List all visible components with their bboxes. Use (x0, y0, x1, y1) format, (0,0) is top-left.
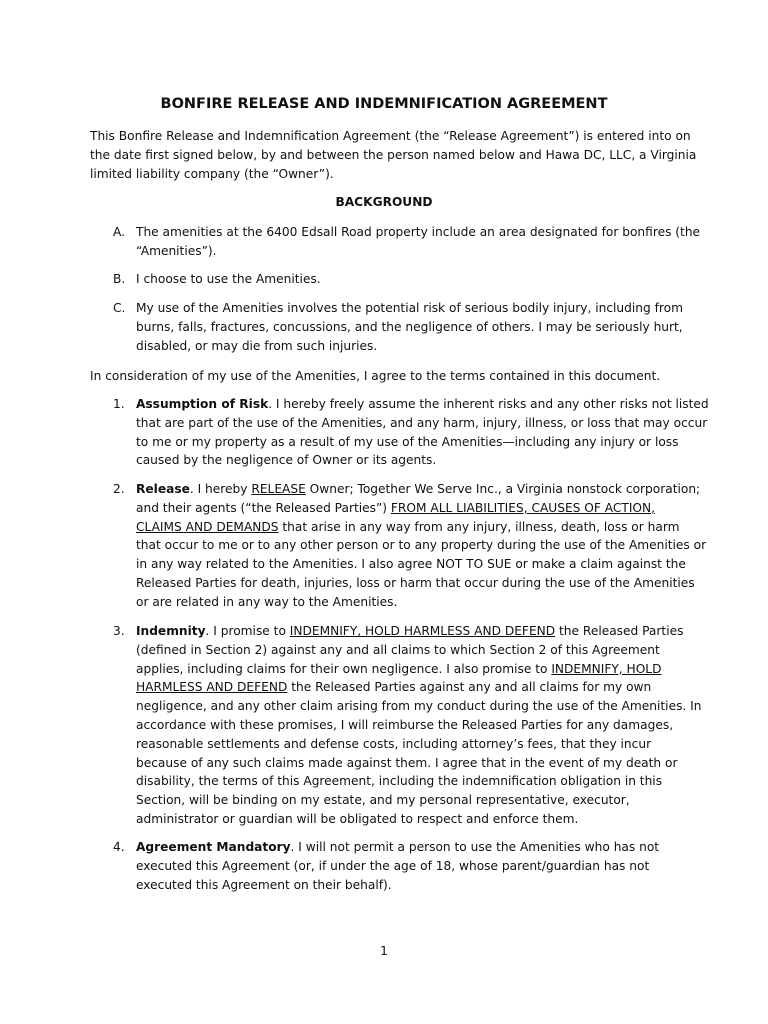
term-heading: Agreement Mandatory (136, 840, 291, 854)
intro-paragraph (90, 127, 696, 183)
list-marker: 4. (113, 840, 125, 854)
term-text: Assumption of Risk. I hereby freely assume the inherent risks and any other risks not listed that are part of the use of the Amenities, and any harm, injury, illness, or loss that may occur to me or my property as a result of my use of the Amenities—including any injury or loss caused by the negligence of Owner or its agents. (136, 397, 709, 468)
background-item-text: The amenities at the 6400 Edsall Road property include an area designated for bonfires (the “Amenities”). (136, 225, 701, 258)
list-marker: C. (113, 301, 126, 315)
intro-line: limited liability company (the “Owner”). (90, 166, 334, 181)
background-item-text: I choose to use the Amenities. (136, 272, 321, 286)
list-marker: 3. (113, 624, 125, 638)
list-marker: 2. (113, 482, 125, 496)
term-heading: Release (136, 482, 190, 496)
consideration-paragraph: In consideration of my use of the Amenities, I agree to the terms contained in this document. (90, 369, 661, 383)
list-marker: 1. (113, 397, 125, 411)
background-item-text: My use of the Amenities involves the potential risk of serious bodily injury, including from burns, falls, fractures, concussions, and the negligence of others. I may be seriously hurt, disabled, or may die from such injuries. (136, 301, 683, 353)
term-text: Release. I hereby RELEASE Owner; Together We Serve Inc., a Virginia nonstock corporation; and their agents (“the Released Parties”) FROM ALL LIABILITIES, CAUSES OF ACTION, CLAIMS AND DEMANDS that arise in any way from any injury, illness, death, loss or harm that occur to me or to any other person or to any property during the use of the Amenities or in any way related to the Amenities. I also agree NOT TO SUE or make a claim against the Released Parties for death, injuries, loss or harm that occur during the use of the Amenities or are related in any way to the Amenities. (136, 482, 707, 609)
term-heading: Assumption of Risk (136, 397, 269, 411)
list-marker: B. (113, 272, 126, 286)
intro-line: This Bonfire Release and Indemnification Agreement (the “Release Agreement”) is entered into on (90, 129, 691, 143)
term-text: Indemnity. I promise to INDEMNIFY, HOLD HARMLESS AND DEFEND the Released Parties (defined in Section 2) against any and all claims to which Section 2 of this Agreement applies, including claims for their own negligence. I also promise to INDEMNIFY, HOLD HARMLESS AND DEFEND the Released Parties against any and all claims for my own negligence, and any other claim arising from my conduct during the use of the Amenities. In accordance with these promises, I will reimburse the Released Parties for any damages, reasonable settlements and defense costs, including attorney’s fees, that they incur because of any such claims made against them. I agree that in the event of my death or disability, the terms of this Agreement, including the indemnification obligation in this Section, will be binding on my estate, and my personal representative, executor, administrator or guardian will be obligated to respect and enforce them. (136, 624, 702, 826)
page-number: 1 (380, 944, 388, 958)
term-text: Agreement Mandatory. I will not permit a person to use the Amenities who has not executed this Agreement (or, if under the age of 18, whose parent/guardian has not executed this Agreement on their behalf). (136, 840, 660, 892)
intro-line: the date first signed below, by and between the person named below and Hawa DC, LLC, a Virginia (90, 147, 697, 162)
background-heading: BACKGROUND (335, 195, 433, 209)
document-title: BONFIRE RELEASE AND INDEMNIFICATION AGREEMENT (160, 96, 608, 112)
term-heading: Indemnity (136, 624, 206, 638)
list-marker: A. (113, 225, 125, 239)
